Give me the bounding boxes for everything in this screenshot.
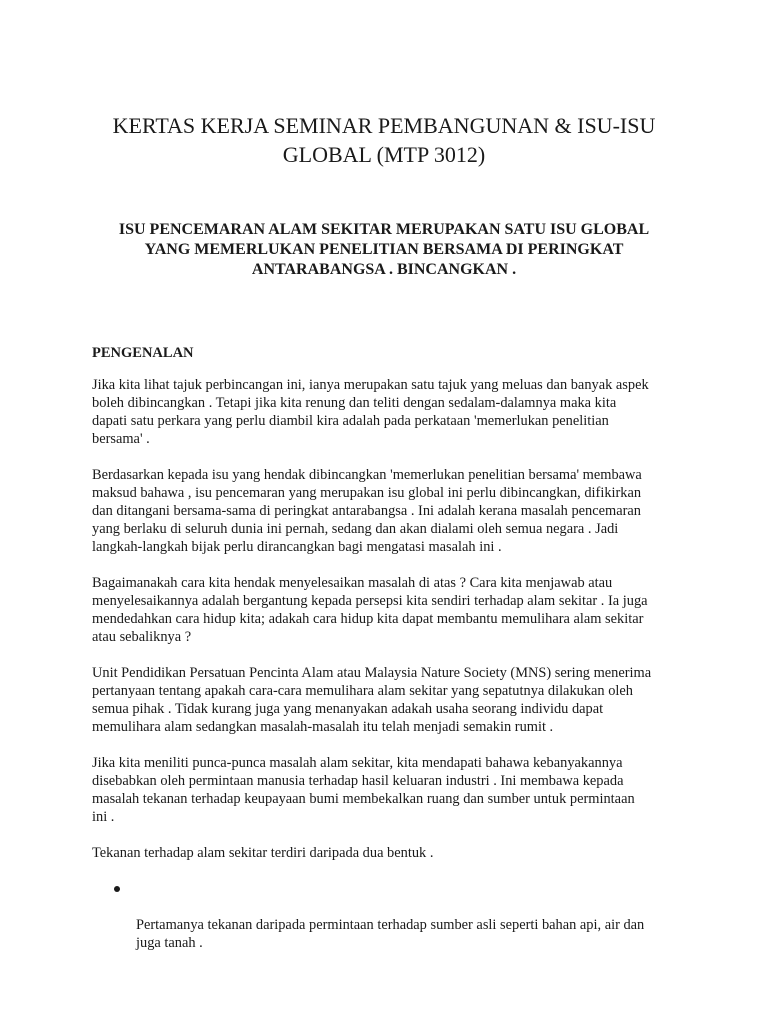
bullet-list <box>92 880 682 952</box>
bullet-text: Pertamanya tekanan daripada permintaan terhadap sumber asli seperti bahan api, air dan juga tanah . <box>136 917 645 951</box>
page-title: KERTAS KERJA SEMINAR PEMBANGUNAN & ISU-ISU GLOBAL (MTP 3012) <box>112 113 656 167</box>
list-item <box>92 880 682 952</box>
bullet-icon <box>114 886 120 892</box>
paragraph-4: Unit Pendidikan Persatuan Pencinta Alam atau Malaysia Nature Society (MNS) sering menerima pertanyaan tentang apakah cara-cara memulihara alam sekitar yang sepatutnya dilakukan oleh semua pihak . Tidak kurang juga yang menanyakan adakah usaha seorang individu dapat memulihara alam sedangkan masalah-masalah itu telah menjadi semakin rumit . <box>92 665 652 735</box>
paragraph-1: Jika kita lihat tajuk perbincangan ini, ianya merupakan satu tajuk yang meluas dan banyak aspek boleh dibincangkan . Tetapi jika kita renung dan teliti dengan sedalam-dalamnya maka kita dapati satu perkara yang perlu diambil kira adalah pada perkataan 'memerlukan penelitian bersama' . <box>92 377 649 447</box>
essay-question: ISU PENCEMARAN ALAM SEKITAR MERUPAKAN SATU ISU GLOBAL YANG MEMERLUKAN PENELITIAN BERSAMA DI PERINGKAT ANTARABANGSA . BINCANGKAN . <box>118 221 650 278</box>
paragraph-2: Berdasarkan kepada isu yang hendak dibincangkan 'memerlukan penelitian bersama' membawa maksud bahawa , isu pencemaran yang merupakan isu global ini perlu dibincangkan, difikirkan dan ditangani bersama-sama di peringkat antarabangsa . Ini adalah kerana masalah pencemaran yang berlaku di seluruh dunia ini pernah, sedang dan akan dialami oleh semua negara . Jadi langkah-langkah bijak perlu dirancangkan bagi mengatasi masalah ini . <box>92 467 642 555</box>
paragraph-5: Jika kita meniliti punca-punca masalah alam sekitar, kita mendapati bahawa kebanyakannya disebabkan oleh permintaan manusia terhadap hasil keluaran industri . Ini membawa kepada masalah tekanan terhadap keupayaan bumi membekalkan ruang dan sumber untuk permintaan ini . <box>92 755 635 825</box>
paragraph-6: Tekanan terhadap alam sekitar terdiri daripada dua bentuk . <box>92 845 434 861</box>
section-heading: PENGENALAN <box>92 345 194 361</box>
body-text <box>92 376 682 952</box>
paragraph-3: Bagaimanakah cara kita hendak menyelesaikan masalah di atas ? Cara kita menjawab atau menyelesaikannya adalah bergantung kepada persepsi kita sendiri terhadap alam sekitar . Ia juga mendedahkan cara hidup kita; adakah cara hidup kita dapat membantu memulihara alam sekitar atau sebaliknya ? <box>92 575 648 645</box>
